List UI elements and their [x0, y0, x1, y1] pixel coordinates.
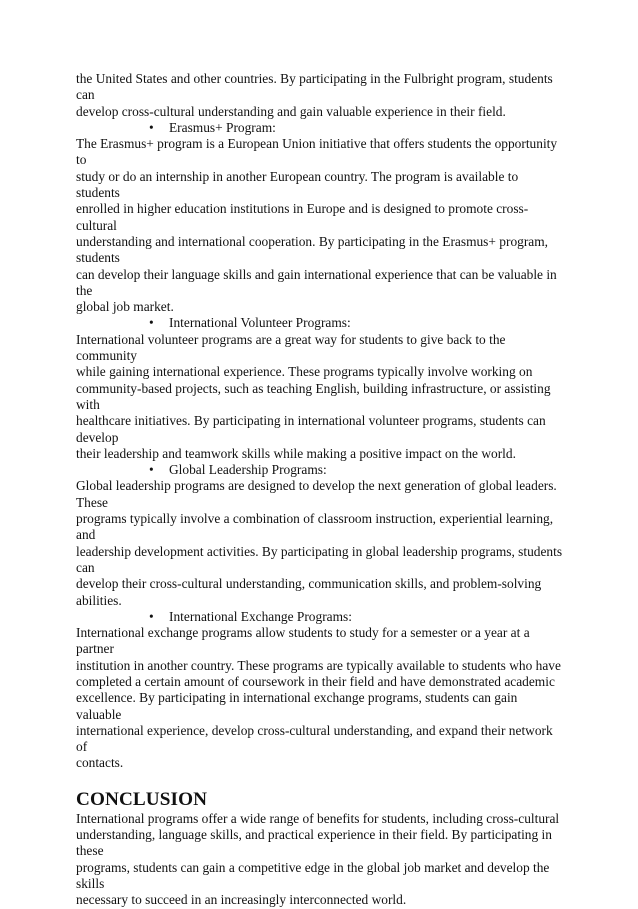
- section-erasmus: [76, 120, 564, 316]
- bullet-item-leadership: [76, 462, 564, 478]
- bullet-icon: •: [149, 608, 154, 624]
- bullet-item-volunteer: [76, 315, 564, 331]
- section-exchange: [76, 609, 564, 772]
- section-paragraph: Global leadership programs are designed to develop the next generation of global leaders. These programs typically involve a combination of classroom instruction, experiential learning, and leadership development activities. By participating in global leadership programs, students can develop their cross-cultural understanding, communication skills, and problem-solving abilities.: [76, 478, 563, 608]
- bullet-icon: •: [149, 315, 154, 331]
- bullet-label: International Exchange Programs:: [169, 608, 352, 624]
- section-paragraph: International exchange programs allow students to study for a semester or a year at a partner institution in another country. These programs are typically available to students who have completed a certain amount of coursework in their field and have demonstrated academic excellence. By participating in international exchange programs, students can gain valuable international experience, develop cross-cultural understanding, and expand their network of contacts.: [76, 625, 561, 771]
- section-volunteer: [76, 315, 564, 462]
- bullet-label: Erasmus+ Program:: [169, 119, 276, 135]
- bullet-item-exchange: [76, 609, 564, 625]
- intro-paragraph: the United States and other countries. By participating in the Fulbright program, students can develop cross-cultural understanding and gain valuable experience in their field.: [76, 71, 553, 119]
- section-paragraph: The Erasmus+ program is a European Union initiative that offers students the opportunity to study or do an internship in another European country. The program is available to students enrolled in higher education institutions in Europe and is designed to promote cross-cultural understanding and international cooperation. By participating in the Erasmus+ program, students can develop their language skills and gain international experience that can be valuable in the global job market.: [76, 136, 558, 315]
- bullet-label: Global Leadership Programs:: [169, 462, 327, 478]
- bullet-label: International Volunteer Programs:: [169, 315, 351, 331]
- bullet-icon: •: [149, 462, 154, 478]
- conclusion-heading: CONCLUSION: [76, 788, 208, 810]
- section-paragraph: International volunteer programs are a great way for students to give back to the community while gaining international experience. These programs typically involve working on community-based projects, such as teaching English, building infrastructure, or assisting with healthcare initiatives. By participating in international volunteer programs, students can develop their leadership and teamwork skills while making a positive impact on the world.: [76, 331, 551, 461]
- bullet-icon: •: [149, 119, 154, 135]
- bullet-item-erasmus: [76, 120, 564, 136]
- conclusion-paragraph: International programs offer a wide range of benefits for students, including cross-cultural understanding, language skills, and practical experience in their field. By participating in these programs, students can gain a competitive edge in the global job market and develop the skills necessary to succeed in an increasingly interconnected world.: [76, 810, 560, 908]
- document-page: [76, 71, 564, 909]
- section-leadership: [76, 462, 564, 609]
